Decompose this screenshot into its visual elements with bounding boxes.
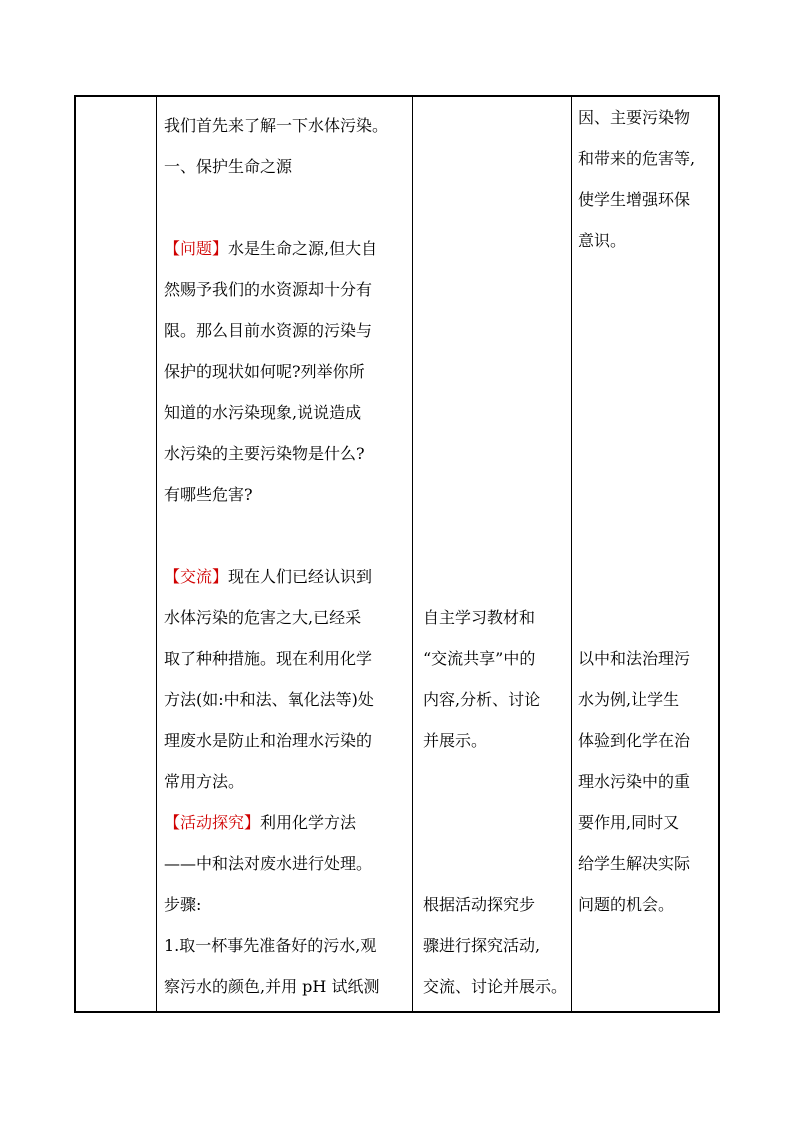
design-intent-column [571,97,718,1011]
student-line: 内容,分析、讨论 [423,690,541,709]
exchange-line-3: 取了种种措施。现在利用化学 [164,649,373,668]
activity-line-4: 1.取一杯事先准备好的污水,观 [164,936,377,955]
exchange-tag: 【交流】 [164,567,229,586]
student-line: 自主学习教材和 [423,608,536,627]
lesson-table [74,95,720,1013]
activity-tag: 【活动探究】 [164,813,261,832]
question-tag: 【问题】 [164,239,229,258]
activity-line-2: ——中和法对废水进行处理。 [164,854,373,873]
student-group-2 [423,884,567,1007]
student-line: 并展示。 [423,731,488,750]
intent-line: 问题的机会。 [578,895,675,914]
activity-line-3: 步骤: [164,895,202,914]
activity-line-5: 察污水的颜色,并用 pH 试纸测 [164,977,380,996]
question-line-3: 限。那么目前水资源的污染与 [164,321,373,340]
intent-line: 因、主要污染物 [578,108,691,127]
question-line-2: 然赐予我们的水资源却十分有 [164,280,373,299]
exchange-line-6: 常用方法。 [164,772,245,791]
intent-line: 给学生解决实际 [578,854,691,873]
intent-line: 水为例,让学生 [578,690,680,709]
question-line-7: 有哪些危害? [164,485,253,504]
question-line-6: 水污染的主要污染物是什么? [164,444,365,463]
intent-line: 使学生增强环保 [578,190,691,209]
question-line-4: 保护的现状如何呢?列举你所 [164,362,365,381]
intent-line: 要作用,同时又 [578,813,680,832]
question-line-1: 【问题】水是生命之源,但大自 [164,239,378,258]
activity-line-1: 【活动探究】利用化学方法 [164,813,357,832]
teacher-activity-column [156,97,412,1011]
intro-line: 我们首先来了解一下水体污染。 [164,116,389,135]
student-line: 交流、讨论并展示。 [423,977,568,996]
student-line: “交流共享”中的 [423,649,536,668]
intent-line: 和带来的危害等, [578,149,696,168]
table-col-1 [76,97,156,1011]
exchange-line-5: 理废水是防止和治理水污染的 [164,731,373,750]
intent-line: 以中和法治理污 [578,649,691,668]
intent-line: 理水污染中的重 [578,772,691,791]
question-line-5: 知道的水污染现象,说说造成 [164,403,362,422]
intent-line: 体验到化学在治 [578,731,691,750]
exchange-line-1: 【交流】现在人们已经认识到 [164,567,373,586]
intent-group-2 [578,638,690,925]
intent-line: 意识。 [578,231,627,250]
section-heading: 一、保护生命之源 [164,157,293,176]
student-group-1 [423,597,540,761]
intent-group-1 [578,97,695,261]
exchange-line-2: 水体污染的危害之大,已经采 [164,608,362,627]
student-line: 根据活动探究步 [423,895,536,914]
exchange-line-4: 方法(如:中和法、氧化法等)处 [164,690,374,709]
student-activity-column [412,97,571,1011]
student-line: 骤进行探究活动, [423,936,541,955]
